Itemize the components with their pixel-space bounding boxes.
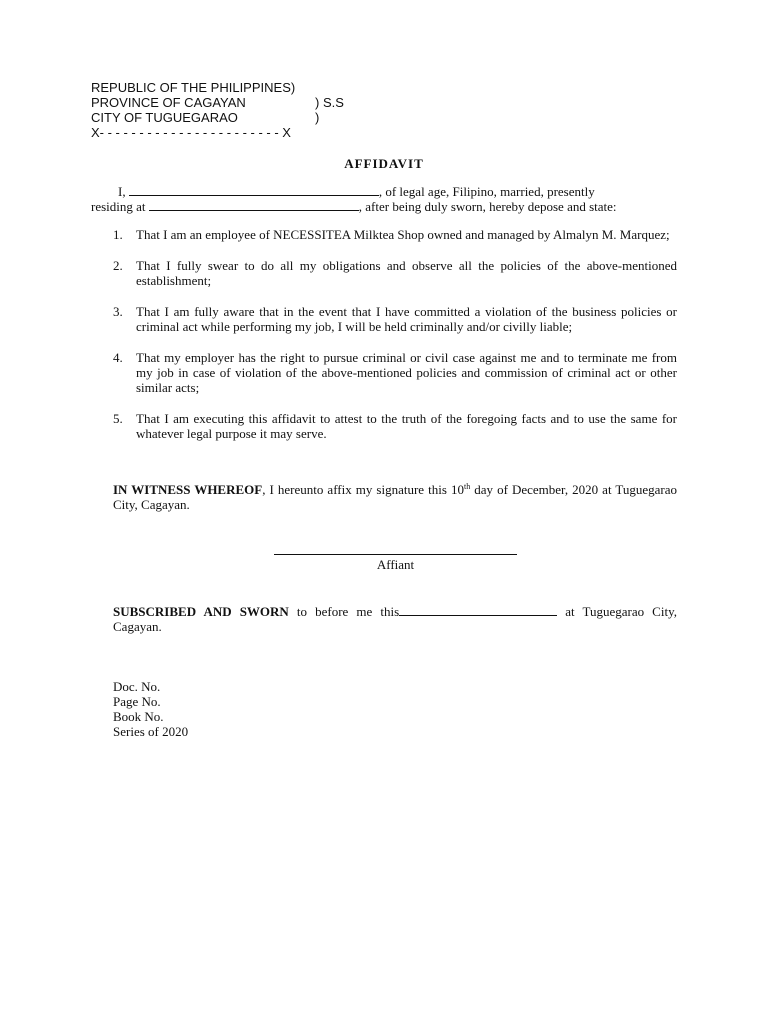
header-city-paren: )	[315, 110, 320, 125]
intro-prefix: I,	[118, 184, 126, 199]
series-year: Series of 2020	[113, 724, 189, 739]
page-no: Page No.	[113, 694, 161, 709]
doc-no: Doc. No.	[113, 679, 161, 694]
intro-after-name: , of legal age, Filipino, married, presently	[378, 184, 595, 199]
statement-list	[91, 227, 677, 441]
witness-clause	[113, 482, 677, 512]
document-title: AFFIDAVIT	[344, 156, 424, 171]
item-number: 4.	[113, 350, 123, 365]
item-number: 2.	[113, 258, 123, 273]
jurat-text-before: to before me this	[288, 604, 400, 619]
witness-day-suffix: th	[463, 482, 471, 491]
list-item	[91, 258, 677, 288]
intro-residing: residing at	[91, 199, 146, 214]
list-item	[91, 304, 677, 334]
witness-text-before: , I hereunto affix my signature this 10	[262, 482, 464, 497]
item-text: That I am an employee of NECESSITEA Milktea Shop owned and managed by Almalyn M. Marquez;	[136, 227, 670, 242]
witness-heading: IN WITNESS WHEREOF	[113, 482, 263, 497]
header-province: PROVINCE OF CAGAYAN	[91, 95, 246, 110]
item-number: 5.	[113, 411, 123, 426]
witness-text-after: day of December, 2020 at Tuguegarao City, Cagayan.	[113, 482, 677, 512]
intro-paragraph	[91, 184, 677, 214]
affiant-name-blank	[129, 184, 379, 196]
affiant-signature-line	[274, 554, 517, 572]
header-ss: ) S.S	[315, 95, 344, 110]
item-text: That I am executing this affidavit to attest to the truth of the foregoing facts and to use the same for whatever legal purpose it may serve.	[136, 411, 677, 441]
jurat-clause	[113, 604, 677, 634]
intro-after-address: , after being duly sworn, hereby depose and state:	[358, 199, 617, 214]
header-republic: REPUBLIC OF THE PHILIPPINES)	[91, 80, 296, 95]
address-blank	[149, 199, 359, 211]
notarial-register	[113, 679, 188, 739]
item-number: 3.	[113, 304, 123, 319]
affiant-label: Affiant	[376, 557, 415, 572]
header-separator: X- - - - - - - - - - - - - - - - - - - - - - - X	[91, 125, 291, 140]
book-no: Book No.	[113, 709, 164, 724]
list-item	[91, 227, 677, 242]
jurat-text-after: at Tuguegarao City, Cagayan.	[113, 604, 677, 634]
list-item	[91, 350, 677, 395]
item-text: That I fully swear to do all my obligations and observe all the policies of the above-mentioned establishment;	[136, 258, 677, 288]
jurat-heading: SUBSCRIBED AND SWORN	[113, 604, 289, 619]
item-text: That I am fully aware that in the event that I have committed a violation of the business policies or criminal act while performing my job, I will be held criminally and/or civilly liable;	[136, 304, 677, 334]
venue-header	[91, 80, 344, 140]
list-item	[91, 411, 677, 441]
item-text: That my employer has the right to pursue criminal or civil case against me and to terminate me from my job in case of violation of the above-mentioned policies and commission of criminal act or other similar acts;	[136, 350, 677, 395]
item-number: 1.	[113, 227, 123, 242]
header-city: CITY OF TUGUEGARAO	[91, 110, 238, 125]
jurat-date-blank	[399, 604, 557, 616]
